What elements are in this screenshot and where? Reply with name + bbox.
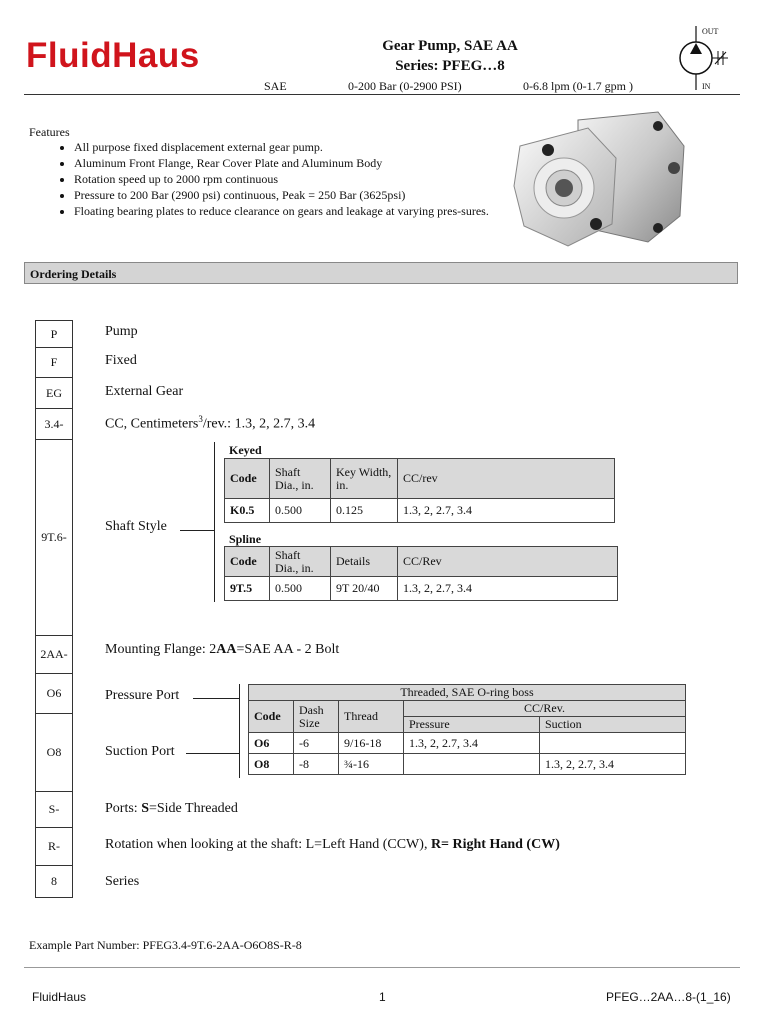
code-box: EG	[35, 377, 73, 408]
ports-header-suction: Suction	[540, 717, 686, 733]
example-part-number: Example Part Number: PFEG3.4-9T.6-2AA-O6O8S-R-8	[29, 938, 302, 952]
keyed-title: Keyed	[229, 443, 262, 457]
shaft-brace	[214, 442, 215, 602]
code-box: O8	[35, 713, 73, 791]
keyed-header: CC/rev	[398, 459, 615, 499]
spline-cell: 9T.5	[225, 577, 270, 601]
desc-cc: CC, Centimeters$^3$/rev.: 1.3, 2, 2.7, 3.4	[105, 414, 316, 432]
ports-header-pressure: Pressure	[404, 717, 540, 733]
ports-table-top: Threaded, SAE O-ring boss	[249, 685, 686, 701]
ports-header-dash: Dash Size	[294, 701, 339, 733]
features-title: Features	[29, 125, 70, 139]
keyed-header: Code	[225, 459, 270, 499]
ports-cell: 9/16-18	[339, 733, 404, 754]
keyed-cell: 1.3, 2, 2.7, 3.4	[398, 499, 615, 523]
code-box: 9T.6-	[35, 439, 73, 635]
header-rule	[24, 94, 740, 95]
ports-brace	[239, 684, 240, 778]
footer-rule	[24, 967, 740, 968]
spline-cell: 9T 20/40	[331, 577, 398, 601]
gear-pump-photo	[508, 106, 688, 252]
code-box: S-	[35, 791, 73, 827]
footer-company: FluidHaus	[32, 990, 87, 1004]
ports-cell: 1.3, 2, 2.7, 3.4	[540, 754, 686, 775]
desc-shaft-style: Shaft Style	[105, 519, 167, 534]
feature-item: • All purpose fixed displacement external gear pump.	[74, 139, 514, 155]
code-box: P	[35, 320, 73, 347]
keyed-cell: 0.500	[270, 499, 331, 523]
company-logo: FluidHaus	[26, 36, 200, 75]
spline-cell: 0.500	[270, 577, 331, 601]
spec-pressure: 0-200 Bar (0-2900 PSI)	[348, 79, 462, 93]
ports-table	[248, 684, 686, 775]
footer-doc-code: PFEG…2AA…8-(1_16)	[606, 990, 731, 1004]
spline-header: Details	[331, 547, 398, 577]
ports-cell: -8	[294, 754, 339, 775]
ports-cell: 1.3, 2, 2.7, 3.4	[404, 733, 540, 754]
desc-fixed: Fixed	[105, 353, 137, 368]
code-box: O6	[35, 673, 73, 713]
feature-item: • Aluminum Front Flange, Rear Cover Plate and Aluminum Body	[74, 155, 514, 171]
ports-cell: ¾-16	[339, 754, 404, 775]
ports-cell: O6	[249, 733, 294, 754]
suction-connector-line	[186, 753, 239, 754]
ports-header-code: Code	[249, 701, 294, 733]
spline-header: CC/Rev	[398, 547, 618, 577]
ports-cell: -6	[294, 733, 339, 754]
shaft-connector-line	[180, 530, 214, 531]
desc-ports: Ports: S=Side Threaded	[105, 801, 238, 816]
feature-item: • Floating bearing plates to reduce clearance on gears and leakage at varying pres-sures.	[74, 203, 514, 219]
footer-page-number: 1	[379, 990, 386, 1004]
spline-title: Spline	[229, 532, 262, 546]
keyed-cell: K0.5	[225, 499, 270, 523]
spline-header: Code	[225, 547, 270, 577]
doc-series: Series: PFEG…8	[395, 58, 505, 74]
desc-mounting: Mounting Flange: 2AA=SAE AA - 2 Bolt	[105, 642, 340, 657]
desc-rotation: Rotation when looking at the shaft: L=Left Hand (CCW), R= Right Hand (CW)	[105, 837, 560, 852]
ports-header-thread: Thread	[339, 701, 404, 733]
symbol-out-label: OUT	[702, 27, 719, 36]
feature-item: • Pressure to 200 Bar (2900 psi) continuous, Peak = 250 Bar (3625psi)	[74, 187, 514, 203]
keyed-header: Key Width, in.	[331, 459, 398, 499]
keyed-table	[224, 458, 615, 523]
desc-external-gear: External Gear	[105, 384, 184, 399]
ordering-details-bar: Ordering Details	[24, 262, 738, 284]
spec-flow: 0-6.8 lpm (0-1.7 gpm )	[523, 79, 633, 93]
ports-cell	[404, 754, 540, 775]
ports-cell	[540, 733, 686, 754]
desc-suction-port: Suction Port	[105, 744, 175, 759]
ports-cell: O8	[249, 754, 294, 775]
desc-pressure-port: Pressure Port	[105, 688, 180, 703]
keyed-header: Shaft Dia., in.	[270, 459, 331, 499]
keyed-cell: 0.125	[331, 499, 398, 523]
desc-series: Series	[105, 874, 140, 889]
doc-title: Gear Pump, SAE AA	[382, 38, 518, 54]
code-box: 8	[35, 865, 73, 898]
spec-type: SAE	[264, 79, 287, 93]
spline-header: Shaft Dia., in.	[270, 547, 331, 577]
feature-item: • Rotation speed up to 2000 rpm continuous	[74, 171, 514, 187]
code-box: R-	[35, 827, 73, 865]
ports-header-ccrev: CC/Rev.	[404, 701, 686, 717]
pressure-connector-line	[193, 698, 239, 699]
code-box: 3.4-	[35, 408, 73, 439]
spline-cell: 1.3, 2, 2.7, 3.4	[398, 577, 618, 601]
code-box: F	[35, 347, 73, 377]
symbol-in-label: IN	[702, 82, 711, 91]
code-box: 2AA-	[35, 635, 73, 673]
spline-table	[224, 546, 618, 601]
desc-pump: Pump	[105, 324, 138, 339]
features-list	[50, 139, 514, 219]
